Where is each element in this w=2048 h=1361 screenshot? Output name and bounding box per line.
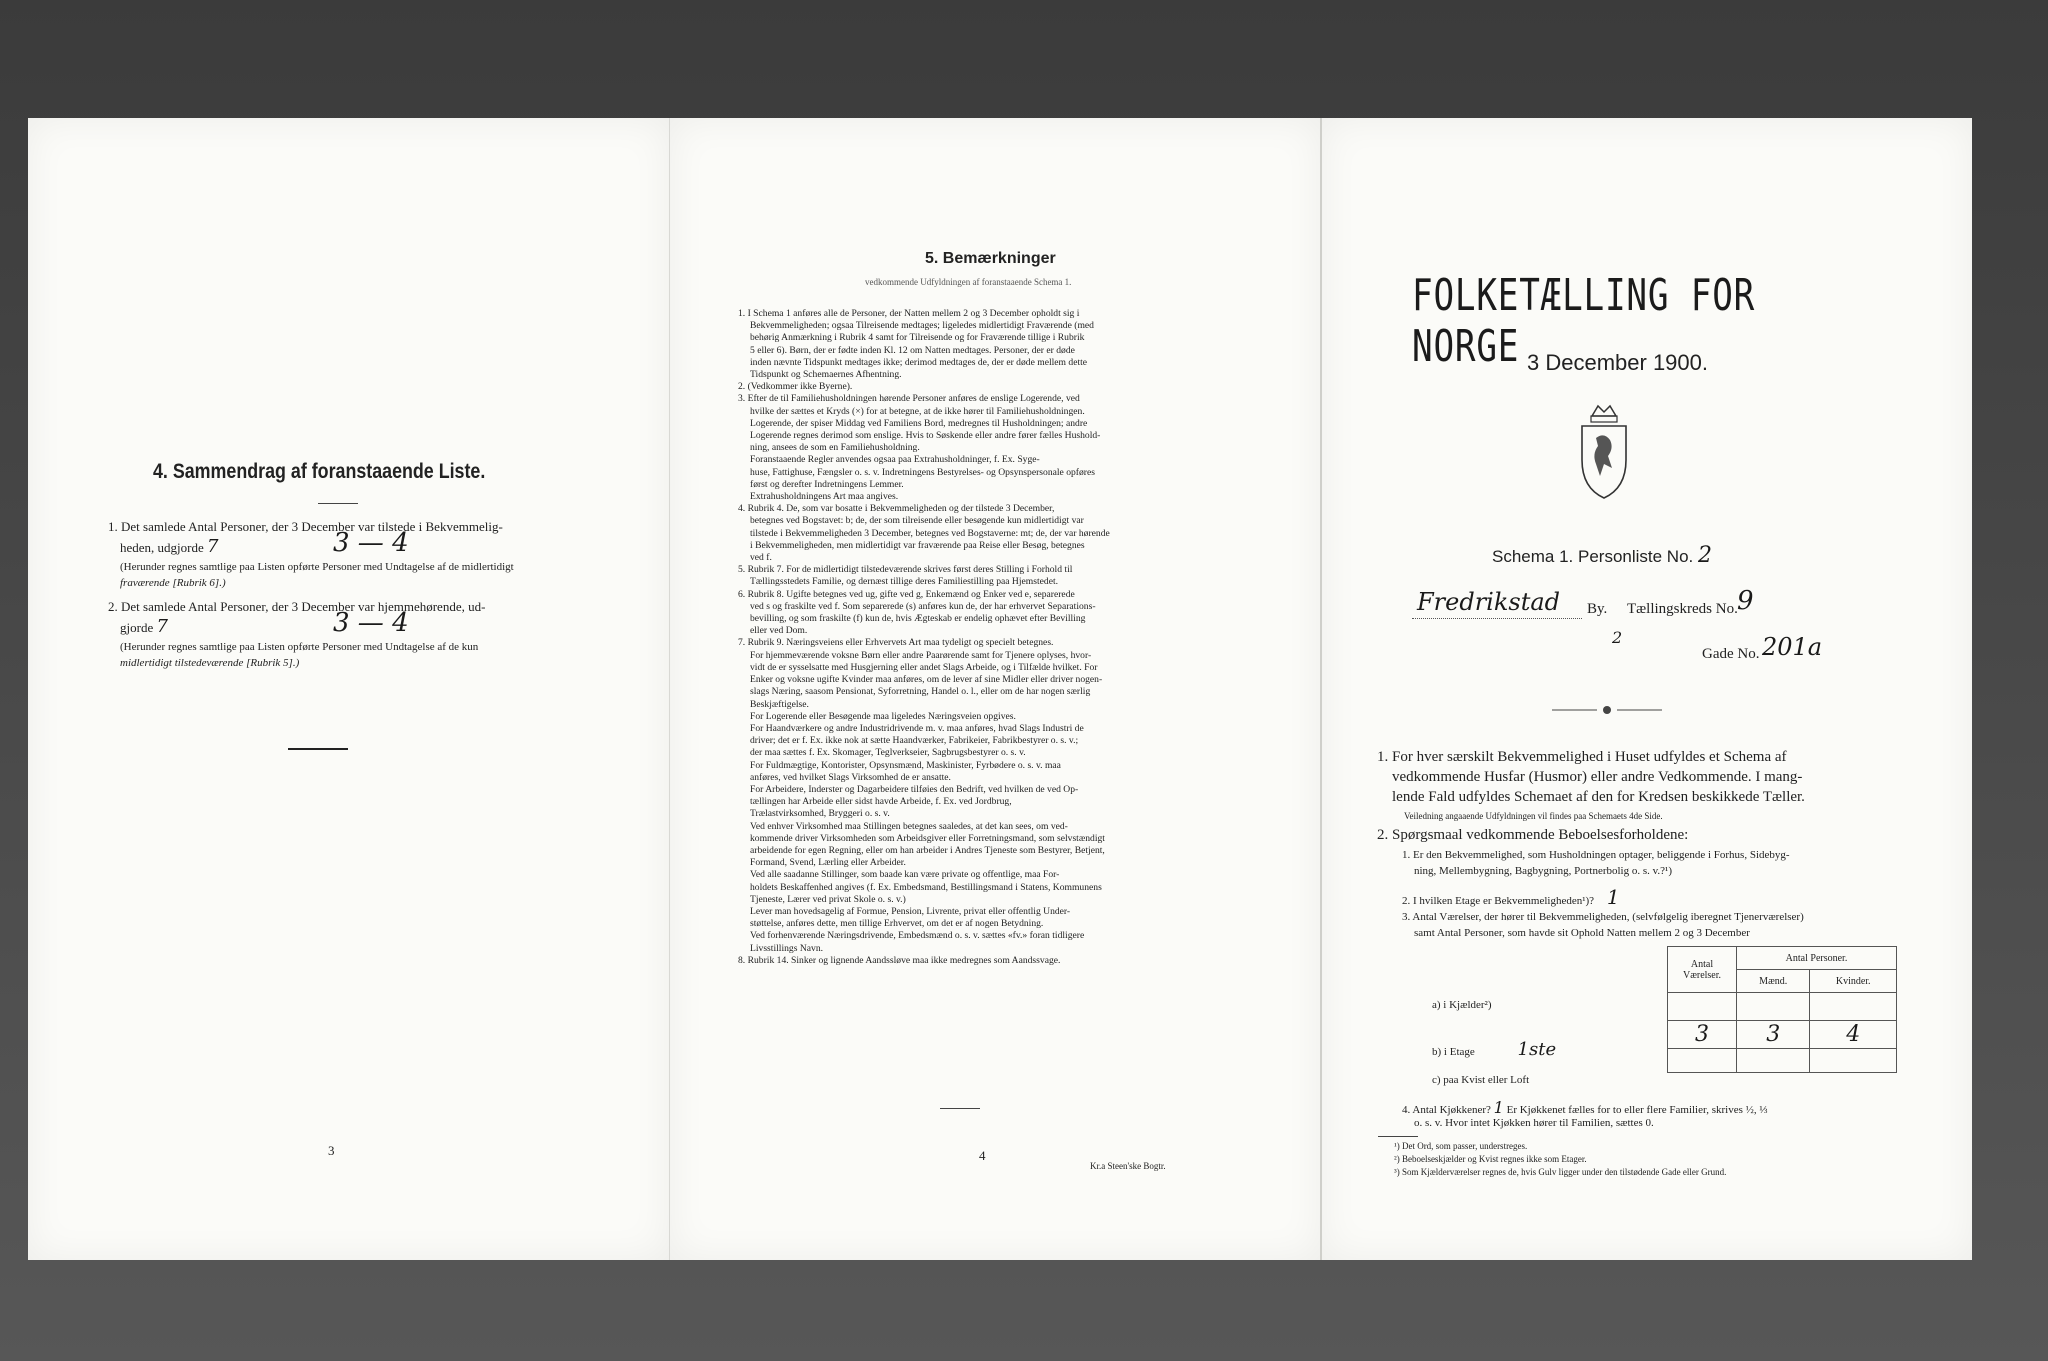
remark-line: kommende driver Virksomheden som Arbeidsgiver eller Forretningsmand, som selvstændigt [750, 832, 1105, 844]
footnote-3: ³) Som Kjælderværelser regnes de, hvis Gulv ligger under den tilstødende Gade eller Grund. [1394, 1167, 1727, 1177]
item2-note-b: midlertidigt tilstedeværende [Rubrik 5].) [120, 657, 300, 669]
remark-line: tællingen har Arbeide eller sidst havde Arbeide, f. Ex. ved Jordbrug, [750, 796, 1012, 808]
gade-label: Gade No. [1702, 646, 1760, 662]
remark-line: 5. Rubrik 7. For de midlertidigt tilstedeværende skrives først deres Stilling i Forhold til [738, 564, 1073, 576]
col-women-header: Kvinder. [1810, 970, 1897, 993]
remark-line: Beskjæftigelse. [750, 698, 809, 710]
remark-line: For Fuldmægtige, Kontorister, Opsynsmænd, Maskinister, Fyrbødere o. s. v. maa [750, 759, 1061, 771]
remark-line: betegnes ved Bogstavet: b; de, der som tilreisende eller besøgende kun midlertidigt var [750, 515, 1084, 527]
remark-line: For hjemmeværende voksne Børn eller andre Paarørende samt for Tjenere oplyses, hvor- [750, 649, 1092, 661]
remark-line: 7. Rubrik 9. Næringsveiens eller Erhvervets Art maa tydeligt og specielt betegnes. [738, 637, 1054, 649]
remark-line: Trælastvirksomhed, Bryggeri o. s. v. [750, 808, 890, 820]
item2-note-a: (Herunder regnes samtlige paa Listen opførte Personer med Undtagelse af de kun [120, 641, 479, 653]
remark-line: Ved alle saadanne Stillinger, som baade kan være private og offentlige, maa For- [750, 869, 1060, 881]
cell-rooms-a [1668, 993, 1737, 1021]
item1-handwritten-range: 3 — 4 [333, 528, 409, 558]
row-b-label: b) i Etage [1432, 1046, 1475, 1058]
remark-line: For Arbeidere, Inderster og Dagarbeidere tilføies den Bedrift, ved hvilken de ved Op- [750, 783, 1079, 795]
kreds-handwritten: 9 [1737, 586, 1754, 616]
page-number-middle: 4 [979, 1148, 986, 1163]
page-right [1320, 118, 1972, 1260]
remark-line: ved f. [750, 552, 772, 564]
remark-line: der maa sættes f. Ex. Skomager, Teglverkseier, Sagbrugsbestyrer o. s. v. [750, 747, 1026, 759]
remark-line: vidt de er sysselsatte med Husgjerning eller andet Slags Arbeide, og i Tilfælde hvilket. For [750, 661, 1098, 673]
page-middle [669, 118, 1321, 1260]
by-handwritten: Fredrikstad [1417, 588, 1561, 616]
section1-line-c: lende Fald udfyldes Schemaet af den for Kredsen beskikkede Tæller. [1392, 789, 1805, 805]
cell-men-a [1737, 993, 1810, 1021]
remark-line: driver; det er f. Ex. ikke nok at sætte Haandværker, Fabrikeier, Fabrikbestyrer o. s. v.; [750, 735, 1079, 747]
row-c-label: c) paa Kvist eller Loft [1432, 1074, 1530, 1086]
remark-line: 2. (Vedkommer ikke Byerne). [738, 381, 853, 393]
remark-line: Logerende, der spiser Middag ved Familiens Bord, medregnes til Husholdningen; andre [750, 417, 1088, 429]
remark-line: først og derefter Indretningens Lemmer. [750, 478, 904, 490]
remark-line: ved s og fraskilte ved f. Som separerede (s) anføres kun de, der har erhvervet Separations- [750, 600, 1096, 612]
remark-line: støttelse, anføres dette, men tillige Erhvervet, om det er af nogen Betydning. [750, 918, 1044, 930]
remarks-subheading: vedkommende Udfyldningen af foranstaaende Schema 1. [865, 277, 1072, 287]
remark-line: For Logerende eller Besøgende maa ligeledes Næringsveien opgives. [750, 710, 1016, 722]
remark-line: Logerende regnes derimod som enslige. Hvis to Søskende eller andre fører fælles Hushold- [750, 430, 1101, 442]
remark-line: huse, Fattighuse, Fængsler o. s. v. Indretningens Bestyrelses- og Opsynspersonale opføres [750, 466, 1095, 478]
section2-heading: 2. Spørgsmaal vedkommende Beboelsesforholdene: [1377, 827, 1689, 843]
question4-c: o. s. v. Hvor intet Kjøkken hører til Familien, sættes 0. [1414, 1117, 1654, 1129]
remark-line: 5 eller 6). Børn, der er fødte inden Kl. 12 om Natten medtages. Personer, der er døde [750, 344, 1075, 356]
remark-line: Enker og voksne ugifte Kvinder maa anføres, om de lever af sine Midler eller driver nogen- [750, 674, 1103, 686]
remark-line: inden nævnte Tidspunkt medtages ikke; derimod medtages de, der er døde mellem dette [750, 356, 1088, 368]
remark-line: 6. Rubrik 8. Ugifte betegnes ved ug, gifte ved g, Enkemænd og Enker ved e, separerede [738, 588, 1075, 600]
remark-line: bevilling, og som fraskilte (f) kun de, hvis Ægteskab er endelig ophævet efter Bevilling [750, 613, 1086, 625]
remarks-heading: 5. Bemærkninger [925, 250, 1056, 267]
norway-coat-of-arms-icon [1574, 398, 1634, 503]
printer-imprint: Kr.a Steen'ske Bogtr. [1090, 1161, 1166, 1171]
item1-line-a: 1. Det samlede Antal Personer, der 3 December var tilstede i Bekvemmelig- [108, 519, 503, 534]
question4-a: 4. Antal Kjøkkener? [1402, 1104, 1491, 1116]
remark-line: i Bekvemmeligheden, men midlertidigt var fraværende paa Reise eller Besøg, betegnes [750, 539, 1085, 551]
remark-line: Ved forhenværende Næringsdrivende, Embedsmænd o. s. v. sættes «fv.» foran tidligere [750, 930, 1085, 942]
question2: 2. I hvilken Etage er Bekvemmeligheden¹)? [1402, 895, 1595, 907]
remark-line: Tjeneste, Lærer ved privat Skole o. s. v.) [750, 893, 906, 905]
schema-handwritten-number: 2 [1698, 543, 1712, 568]
question2-handwritten: 1 [1606, 885, 1620, 909]
remark-line: slags Næring, saasom Pensionat, Syforretning, Handel o. l., eller om de har nogen særlig [750, 686, 1091, 698]
item1-note-b: fraværende [Rubrik 6].) [120, 577, 226, 589]
remark-line: anføres, ved hvilket Slags Virksomhed de er ansatte. [750, 771, 951, 783]
remarks-body [738, 308, 1258, 967]
item2-handwritten-range: 3 — 4 [333, 608, 409, 638]
census-title: FOLKETÆLLING FOR NORGE [1412, 270, 1756, 372]
remark-line: ning, ansees de som en Familiehusholdning. [750, 442, 920, 454]
col-men-header: Mænd. [1737, 970, 1810, 993]
remark-line: Bekvemmeligheden; ogsaa Tilreisende medtages; ligeledes midlertidigt Fraværende (med [750, 320, 1094, 332]
remark-line: Tidspunkt og Schemaernes Afhentning. [750, 369, 902, 381]
remark-line: Ved enhver Virksomhed maa Stillingen betegnes saaledes, at det kan sees, om ved- [750, 820, 1068, 832]
section1-line-a: 1. For hver særskilt Bekvemmelighed i Huset udfyldes et Schema af [1377, 749, 1787, 765]
remark-line: Foranstaaende Regler anvendes ogsaa paa Extrahusholdninger, f. Ex. Syge- [750, 454, 1040, 466]
cell-men-b: 3 [1737, 1021, 1810, 1049]
ornament-divider-icon [1552, 703, 1662, 717]
cell-women-a [1810, 993, 1897, 1021]
kreds-label: Tællingskreds No. [1627, 601, 1738, 617]
remark-line: 1. I Schema 1 anføres alle de Personer, der Natten mellem 2 og 3 December opholdt sig i [738, 308, 1080, 319]
section1-note: Veiledning angaaende Udfyldningen vil findes paa Schemaets 4de Side. [1404, 811, 1663, 821]
remark-line: holdets Beskaffenhed angives (f. Ex. Embedsmand, Bestillingsmand i Statens, Kommunens [750, 881, 1102, 893]
remark-line: arbeidende for egen Regning, eller om han arbeider i Andres Tjeneste som Bestyrer, Betjent, [750, 844, 1105, 856]
question4-b: Er Kjøkkenet fælles for to eller flere Familier, skrives ½, ⅓ [1506, 1104, 1768, 1116]
remark-line: tilstede i Bekvemmeligheden 3 December, betegnes ved Bogstaverne: mt; de, der var hørende [750, 527, 1110, 539]
item2-handwritten-count: 7 [156, 616, 168, 637]
item1-note-a: (Herunder regnes samtlige paa Listen opførte Personer med Undtagelse af de midlertidigt [120, 561, 514, 573]
remark-line: Lever man hovedsagelig af Formue, Pension, Livrente, privat eller offentlig Under- [750, 905, 1071, 917]
by-label: By. [1587, 601, 1608, 617]
schema-label: Schema 1. Personliste No. [1492, 547, 1694, 566]
item1-line-b: heden, udgjorde [120, 540, 204, 555]
question4-handwritten: 1 [1493, 1098, 1504, 1117]
remark-line: Livsstillings Navn. [750, 942, 824, 954]
row-b-handwritten: 1ste [1517, 1039, 1557, 1060]
col-persons-header: Antal Personer. [1737, 947, 1897, 970]
question3-b: samt Antal Personer, som havde sit Ophold Natten mellem 2 og 3 December [1414, 927, 1750, 939]
cell-rooms-b: 3 [1668, 1021, 1737, 1049]
remark-line: 8. Rubrik 14. Sinker og lignende Aandssløve maa ikke medregnes som Aandssvage. [738, 954, 1061, 966]
gade-handwritten: 201a [1762, 633, 1823, 661]
page-number-left: 3 [328, 1143, 335, 1158]
remark-line: hvilke der sættes et Kryds (×) for at betegne, at de ikke hører til Familiehusholdningen. [750, 405, 1085, 417]
cell-women-c [1810, 1049, 1897, 1073]
cell-women-b: 4 [1810, 1021, 1897, 1049]
remark-line: behørig Anmærkning i Rubrik 4 samt for Tilreisende og for Fraværende tillige i Rubrik [750, 332, 1085, 344]
cell-men-c [1737, 1049, 1810, 1073]
cell-rooms-c [1668, 1049, 1737, 1073]
section1-line-b: vedkommende Husfar (Husmor) eller andre Vedkommende. I mang- [1392, 769, 1803, 785]
remark-line: Formand, Svend, Lærling eller Arbeider. [750, 857, 906, 869]
remark-line: eller ved Dom. [750, 625, 808, 637]
remark-line: Extrahusholdningens Art maa angives. [750, 491, 899, 503]
remark-line: 3. Efter de til Familiehusholdningen hørende Personer anføres de enslige Logerende, ved [738, 393, 1080, 405]
row-a-label: a) i Kjælder²) [1432, 999, 1492, 1011]
item2-line-b: gjorde [120, 620, 154, 635]
summary-heading: 4. Sammendrag af foranstaaende Liste. [153, 460, 486, 483]
col-rooms-header: Antal Værelser. [1668, 947, 1737, 993]
remark-line: For Haandværkere og andre Industridrivende m. v. maa anføres, hvad Slags Industri de [750, 722, 1084, 734]
gade-prefix-handwritten: 2 [1612, 628, 1623, 647]
remark-line: 4. Rubrik 4. De, som var bosatte i Bekvemmeligheden og der tilstede 3 December, [738, 503, 1055, 515]
census-date: 3 December 1900. [1527, 350, 1708, 375]
item2-line-a: 2. Det samlede Antal Personer, der 3 December var hjemmehørende, ud- [108, 599, 486, 614]
item1-handwritten-count: 7 [207, 536, 219, 557]
footnote-1: ¹) Det Ord, som passer, understreges. [1394, 1141, 1528, 1151]
remark-line: Tællingsstedets Familie, og dernæst tillige deres Familiestilling paa Hjemstedet. [750, 576, 1059, 588]
question3-a: 3. Antal Værelser, der hører til Bekvemmeligheden, (selvfølgelig iberegnet Tjenerværelser) [1402, 911, 1804, 923]
page-left [28, 118, 669, 1260]
rooms-persons-table [1667, 946, 1897, 1073]
question1-b: ning, Mellembygning, Bagbygning, Portnerbolig o. s. v.?¹) [1414, 865, 1673, 877]
footnote-2: ²) Beboelseskjælder og Kvist regnes ikke som Etager. [1394, 1154, 1587, 1164]
question1-a: 1. Er den Bekvemmelighed, som Husholdningen optager, beliggende i Forhus, Sidebyg- [1402, 849, 1790, 861]
